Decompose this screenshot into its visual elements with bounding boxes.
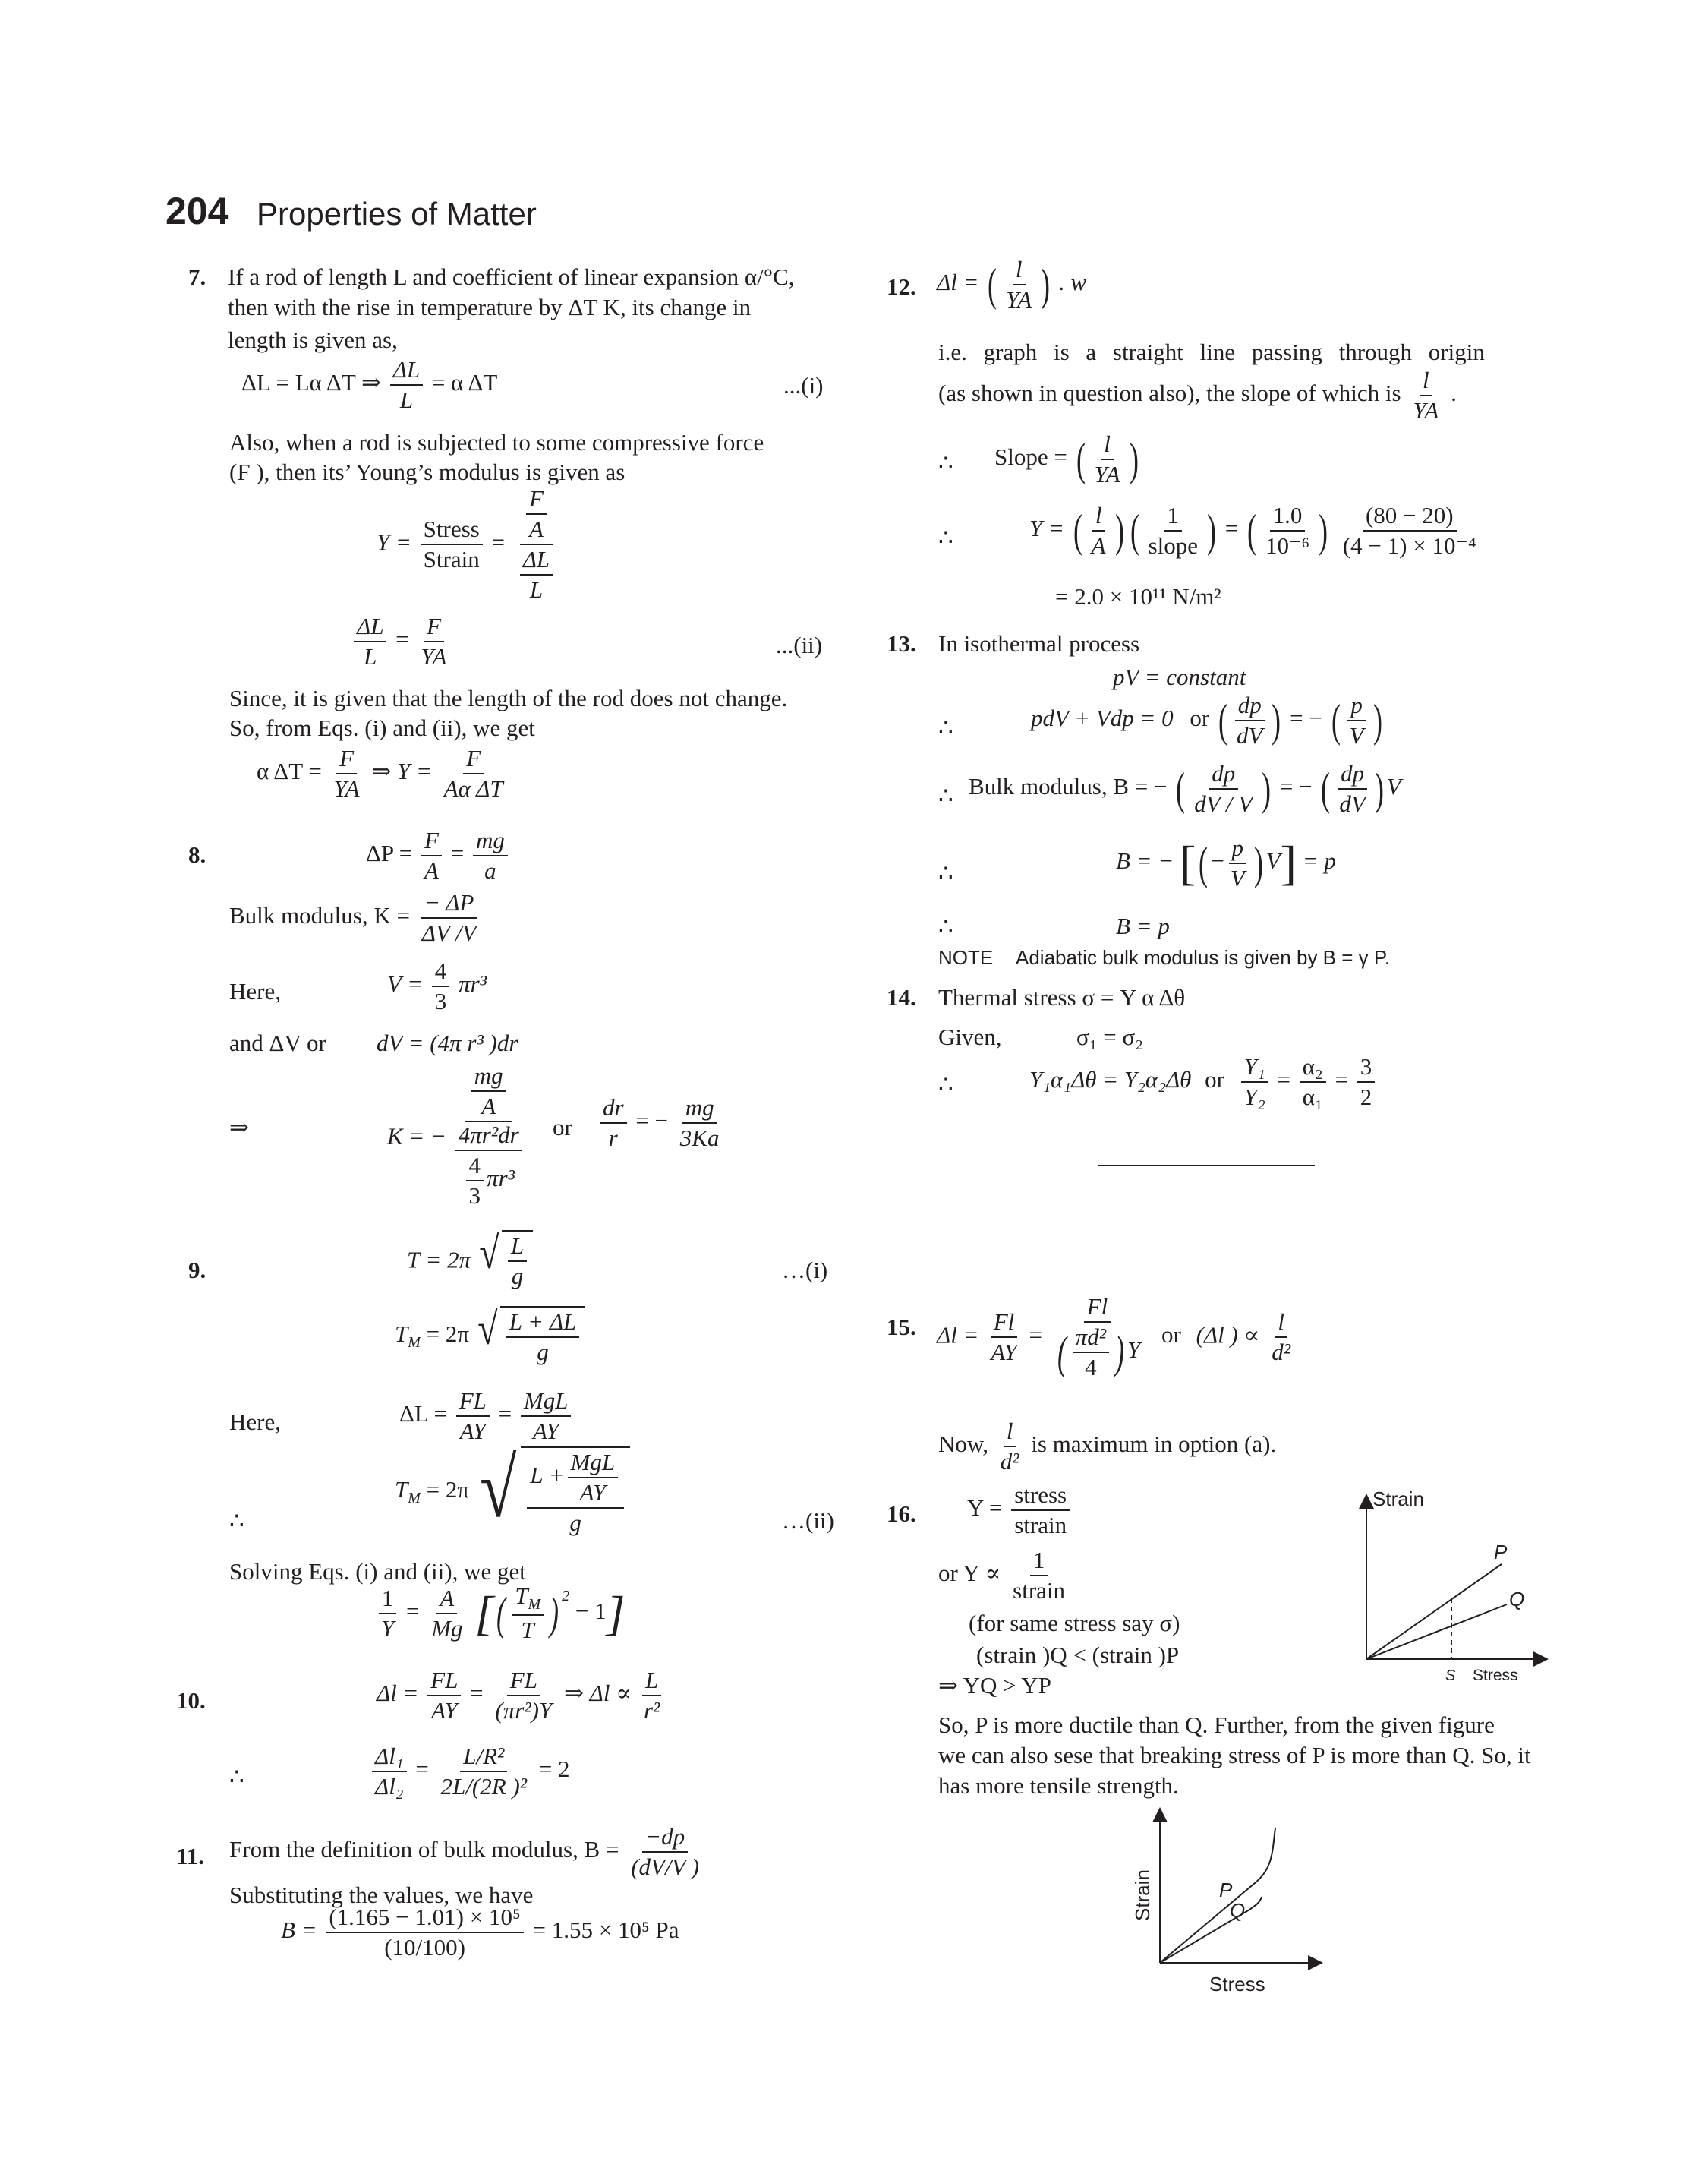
q13-therefore2: ∴	[938, 782, 953, 809]
q8-and-dv: and ΔV or	[229, 1030, 326, 1056]
q12-y-eq: Y = ( $\frac{l}{A}$ ) ( $\frac{1}{\text{slope}}$ ) = ( $\frac{1.0}{\text{10⁻⁶}}$ ) $\frac{(80 - 20)}{\text{(4 − 1) × 10⁻⁴}}$	[1029, 502, 1476, 560]
q11-line2: Substituting the values, we have	[229, 1882, 534, 1908]
stress-strain-graph-2	[1122, 1807, 1342, 2005]
q16-y-eq: Y = $\frac{\text{stress}}{\text{strain}}$	[967, 1482, 1073, 1538]
q7-eq1-tag: ...(i)	[783, 372, 824, 399]
q12-eq: Δl = ( $\frac{l}{YA}$ ) . w	[937, 256, 1087, 314]
q9-tm2-eq: $T_M = 2\pi$ √ L + $\frac{\text{MgL}}{AY}$ g	[395, 1446, 630, 1536]
g2-y-label: Strain	[1131, 1869, 1154, 1921]
q16-para2: we can also sese that breaking stress of P is more than Q. So, it	[938, 1742, 1531, 1768]
q7-line4: Also, when a rod is subjected to some compressive force	[229, 429, 764, 456]
q7-eq1-frac: $\frac{\Delta L}{L}$	[390, 357, 423, 413]
q11-line1: From the definition of bulk modulus, B = $\frac{-dp}{(dV/V )}$	[229, 1823, 700, 1881]
q12-therefore1: ∴	[938, 450, 953, 476]
q16-number: 16.	[887, 1500, 916, 1527]
q14-given: Given,	[938, 1024, 1002, 1050]
q7-stress-strain: $\frac{\text{Stress}}{\text{Strain}}$	[421, 516, 483, 573]
q12-line2: (as shown in question also), the slope of which is $\frac{l}{YA}$ .	[938, 367, 1457, 424]
q13-eq1: pdV + Vdp = 0 or ( $\frac{dp}{dV}$ ) = − ( $\frac{p}{V}$ )	[1031, 692, 1382, 749]
g1-x-label: Stress	[1473, 1667, 1518, 1684]
q8-v-eq: V = $\frac{4}{3}$ πr³	[387, 957, 487, 1015]
q9-dl-eq: ΔL = $\frac{FL}{AY}$ = $\frac{\text{MgL}}{AY}$	[399, 1388, 574, 1444]
q7-line2: then with the rise in temperature by ΔT K, its change in	[228, 294, 752, 320]
q12-slope-eq: Slope = ( $\frac{l}{YA}$ )	[994, 431, 1139, 488]
q8-drr-eq: $\frac{dr}{r}$ = − $\frac{mg}{3Ka}$	[597, 1095, 725, 1151]
q9-t-tag: …(i)	[782, 1257, 828, 1283]
q15-eq: Δl = $\frac{Fl}{AY}$ = Fl ( $\frac{\text{πd²}}{4}$ ) Y or (Δl ) ∝ $\frac{l}{\text{d²}}$	[937, 1293, 1291, 1381]
q10-number: 10.	[176, 1687, 206, 1714]
note-text: Adiabatic bulk modulus is given by B = γ P.	[1016, 946, 1391, 969]
page-number: 204	[165, 190, 229, 232]
q8-dv-eq: dV = (4π r³ )dr	[377, 1030, 518, 1056]
q7-eq2: $\frac{\Delta L}{L}$ = $\frac{F}{YA}$	[351, 614, 452, 670]
q13-pv: pV = constant	[1113, 664, 1246, 690]
q16-line1: (for same stress say σ)	[969, 1610, 1180, 1636]
q8-dp-eq: ΔP = $\frac{F}{A}$ = $\frac{mg}{a}$	[366, 828, 511, 884]
q9-solving: Solving Eqs. (i) and (ii), we get	[229, 1558, 526, 1585]
q8-or: or	[553, 1114, 572, 1140]
g1-y-label: Strain	[1372, 1487, 1424, 1510]
q13-b2-eq: B = − [( − $\frac{p}{V}$ ) V] = p	[1116, 834, 1336, 892]
q13-b3: B = p	[1116, 913, 1170, 939]
q15-number: 15.	[887, 1314, 916, 1340]
g2-q-label: Q	[1230, 1899, 1246, 1922]
q14-line1: Thermal stress σ = Y α Δθ	[938, 984, 1186, 1011]
q9-tm2-tag: …(ii)	[782, 1507, 834, 1534]
q9-here: Here,	[229, 1409, 281, 1435]
q16-para1: So, P is more ductile than Q. Further, from the given figure	[938, 1711, 1495, 1738]
q7-line1: If a rod of length L and coefficient of linear expansion α/°C,	[228, 263, 795, 290]
q11-number: 11.	[176, 1843, 205, 1869]
g1-s-label: S	[1445, 1667, 1456, 1684]
q13-bulk-eq: Bulk modulus, B = − ( $\frac{dp}{dV / V}$ ) = − ( $\frac{dp}{dV}$ ) V	[969, 760, 1401, 818]
q12-result: = 2.0 × 10¹¹ N/m²	[1055, 583, 1221, 610]
g2-curve-q	[1160, 1897, 1262, 1963]
g1-line-q	[1366, 1604, 1507, 1659]
q13-therefore1: ∴	[938, 714, 953, 740]
q10-therefore: ∴	[229, 1763, 244, 1790]
q14-given-eq: σ₁ = σ₂	[1076, 1024, 1144, 1050]
section-divider	[1098, 1165, 1315, 1166]
g2-p-label: P	[1219, 1879, 1233, 1901]
q9-therefore: ∴	[229, 1507, 244, 1534]
q16-line3: ⇒ YQ > YP	[938, 1672, 1051, 1699]
note-label: NOTE	[938, 946, 994, 969]
q7-y-eq: =	[491, 528, 505, 556]
page-title: Properties of Matter	[257, 196, 537, 232]
q8-number: 8.	[188, 841, 206, 868]
q7-line5: (F ), then its’ Young’s modulus is given as	[229, 459, 626, 485]
q7-line7: So, from Eqs. (i) and (ii), we get	[229, 715, 535, 741]
q7-youngs-eq	[377, 486, 562, 603]
q7-y-lhs: Y =	[377, 528, 411, 556]
q12-number: 12.	[887, 273, 916, 300]
q11-b-eq: B = $\frac{\text{(1.165 − 1.01) × 10⁵}}{(10/100)}$ = 1.55 × 10⁵ Pa	[281, 1904, 679, 1961]
q8-here: Here,	[229, 978, 281, 1005]
q14-number: 14.	[887, 984, 916, 1011]
q7-line3: length is given as,	[228, 327, 398, 353]
q7-compound-frac: $\frac{\frac{F}{A}}{\frac{\Delta L}{L}}$	[514, 486, 559, 603]
q16-para3: has more tensile strength.	[938, 1772, 1179, 1799]
q7-line6: Since, it is given that the length of the rod does not change.	[229, 685, 788, 711]
q10-ratio-eq: $\frac{\text{Δl₁}}{\text{Δl₂}}$ = $\frac{\text{L/R²}}{\text{2L/(2R )²}}$ = 2	[369, 1743, 570, 1800]
q9-number: 9.	[188, 1257, 206, 1283]
q8-k-eq: K = − $\frac{mg}{A}$ 4πr²dr $\frac{4}{3}$ πr³	[387, 1063, 525, 1209]
q15-now: Now, $\frac{l}{\text{d²}}$ is maximum in option (a).	[938, 1418, 1277, 1475]
q14-eq: Y₁α₁Δθ = Y₂α₂Δθ or $\frac{\text{Y₁}}{\text{Y₂}}$ = $\frac{\text{α₂}}{\text{α₁}}$ = $\frac{3}{2}$	[1029, 1054, 1378, 1110]
q16-prop: or Y ∝ $\frac{1}{\text{strain}}$	[938, 1547, 1066, 1604]
q9-result-eq: $\frac{1}{Y}$ = $\frac{A}{Mg}$ [( $\frac{T_M}{T}$ ) $^2$ − 1]	[375, 1583, 626, 1643]
q12-therefore2: ∴	[938, 524, 953, 550]
q14-therefore: ∴	[938, 1071, 953, 1097]
q7-eq3: α ΔT = $\frac{F}{YA}$ ⇒ Y = $\frac{F}{\text{Aα ΔT}}$	[257, 745, 503, 803]
q7-eq1-rhs: = α ΔT	[431, 369, 498, 396]
g1-p-label: P	[1494, 1541, 1508, 1563]
q13-therefore4: ∴	[938, 913, 953, 939]
g2-x-label: Stress	[1209, 1973, 1265, 1995]
g1-q-label: Q	[1509, 1588, 1525, 1610]
q9-t-eq: T = 2π √ $\frac{L}{g}$	[407, 1230, 533, 1289]
q10-dl-eq: Δl = $\frac{FL}{AY}$ = $\frac{FL}{\text{(πr²)Y}}$ ⇒ Δl ∝ $\frac{L}{\text{r²}}$	[377, 1667, 660, 1724]
g1-line-p	[1366, 1564, 1502, 1659]
q12-line1: i.e. graph is a straight line passing through origin	[938, 339, 1485, 365]
q7-eq2-tag: ...(ii)	[776, 632, 823, 658]
q7-number: 7.	[188, 263, 206, 290]
q13-number: 13.	[887, 630, 916, 657]
stress-strain-graph-1	[1351, 1484, 1564, 1697]
q13-line1: In isothermal process	[938, 630, 1140, 657]
g2-curve-p	[1160, 1828, 1275, 1963]
q7-eq1	[241, 357, 497, 413]
q13-therefore3: ∴	[938, 860, 953, 886]
q16-line2: (strain )Q < (strain )P	[976, 1642, 1180, 1668]
q7-eq1-lhs: ΔL = Lα ΔT ⇒	[241, 369, 381, 396]
q9-tm-eq: $T_M = 2\pi$ √ $\frac{L + \Delta L}{g}$	[395, 1306, 585, 1365]
q8-implies: ⇒	[229, 1114, 249, 1140]
q8-bulk-eq: Bulk modulus, K = $\frac{- \Delta P}{\Delta V /V}$	[229, 889, 477, 947]
